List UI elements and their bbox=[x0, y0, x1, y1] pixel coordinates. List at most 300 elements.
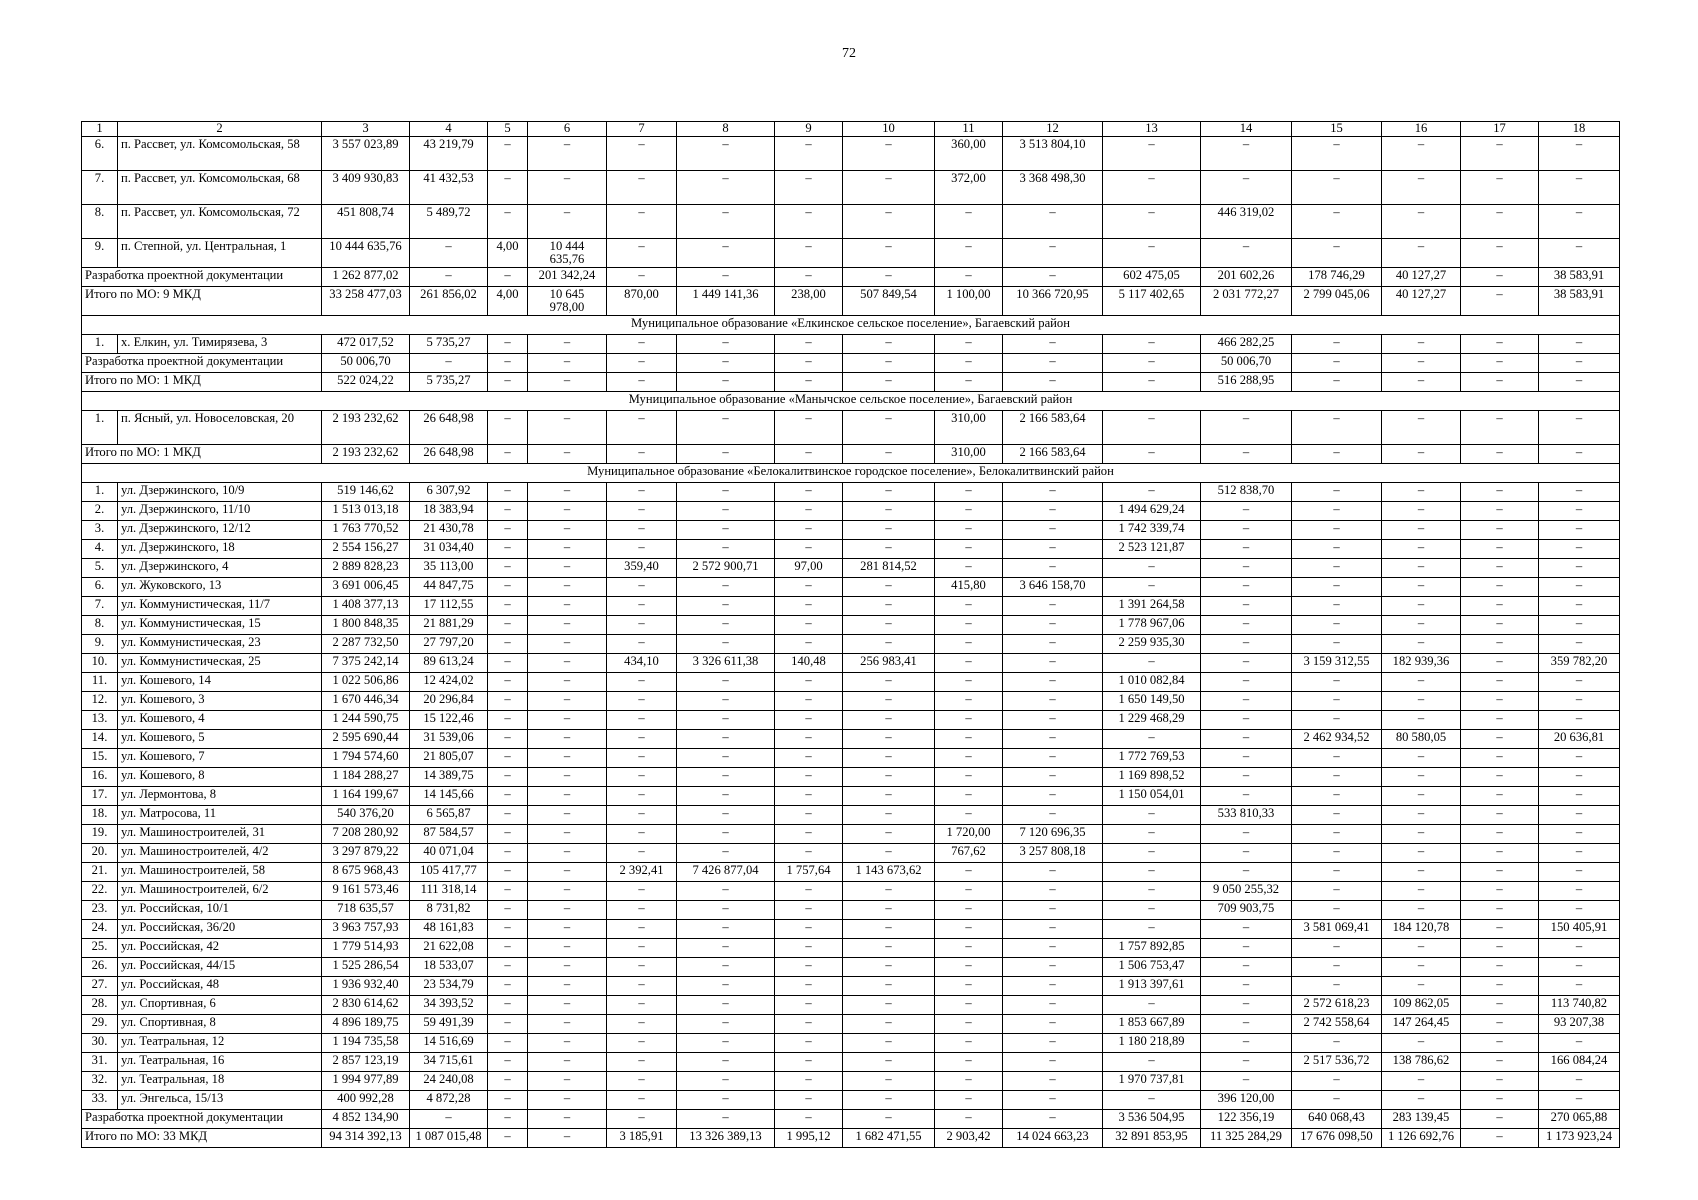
summary-row bbox=[82, 373, 1620, 392]
value-cell: 1 995,12 bbox=[775, 1129, 843, 1148]
value-cell: – bbox=[528, 920, 607, 939]
row-number: 7. bbox=[82, 171, 118, 205]
table-row bbox=[82, 863, 1620, 882]
value-cell: – bbox=[607, 521, 677, 540]
value-cell: – bbox=[1382, 616, 1461, 635]
value-cell: – bbox=[607, 1034, 677, 1053]
value-cell: – bbox=[607, 977, 677, 996]
value-cell: 516 288,95 bbox=[1201, 373, 1292, 392]
value-cell: – bbox=[528, 806, 607, 825]
value-cell: – bbox=[1292, 1091, 1382, 1110]
value-cell: – bbox=[1201, 673, 1292, 692]
value-cell: – bbox=[935, 1110, 1003, 1129]
value-cell: – bbox=[677, 787, 775, 806]
value-cell: – bbox=[528, 825, 607, 844]
value-cell: – bbox=[1003, 354, 1103, 373]
value-cell: – bbox=[1292, 863, 1382, 882]
value-cell: – bbox=[1003, 1091, 1103, 1110]
value-cell: – bbox=[528, 730, 607, 749]
row-number: 27. bbox=[82, 977, 118, 996]
value-cell: – bbox=[775, 483, 843, 502]
section-title: Муниципальное образование «Манычское сельское поселение», Багаевский район bbox=[82, 392, 1620, 411]
row-address: ул. Коммунистическая, 25 bbox=[118, 654, 322, 673]
row-address: ул. Театральная, 18 bbox=[118, 1072, 322, 1091]
value-cell: – bbox=[1103, 578, 1201, 597]
value-cell: – bbox=[607, 635, 677, 654]
row-address: ул. Машиностроителей, 31 bbox=[118, 825, 322, 844]
value-cell: 1 184 288,27 bbox=[322, 768, 410, 787]
value-cell: 111 318,14 bbox=[410, 882, 488, 901]
row-address: ул. Матросова, 11 bbox=[118, 806, 322, 825]
value-cell: – bbox=[1461, 559, 1539, 578]
row-number: 11. bbox=[82, 673, 118, 692]
value-cell: – bbox=[1461, 521, 1539, 540]
value-cell: 122 356,19 bbox=[1201, 1110, 1292, 1129]
row-address: ул. Лермонтова, 8 bbox=[118, 787, 322, 806]
value-cell: – bbox=[528, 958, 607, 977]
value-cell: 3 257 808,18 bbox=[1003, 844, 1103, 863]
value-cell: – bbox=[1292, 205, 1382, 239]
value-cell: 7 375 242,14 bbox=[322, 654, 410, 673]
value-cell: – bbox=[935, 939, 1003, 958]
value-cell: 23 534,79 bbox=[410, 977, 488, 996]
value-cell: 372,00 bbox=[935, 171, 1003, 205]
value-cell: – bbox=[1292, 749, 1382, 768]
value-cell: – bbox=[1539, 844, 1620, 863]
value-cell: – bbox=[488, 977, 528, 996]
value-cell: – bbox=[1461, 268, 1539, 287]
value-cell: – bbox=[1003, 882, 1103, 901]
value-cell: 3 159 312,55 bbox=[1292, 654, 1382, 673]
value-cell: – bbox=[1539, 673, 1620, 692]
value-cell: – bbox=[1461, 673, 1539, 692]
value-cell: 1 150 054,01 bbox=[1103, 787, 1201, 806]
value-cell: – bbox=[843, 844, 935, 863]
value-cell: – bbox=[488, 939, 528, 958]
value-cell: – bbox=[677, 939, 775, 958]
column-header: 6 bbox=[528, 122, 607, 137]
value-cell: – bbox=[488, 354, 528, 373]
row-number: 9. bbox=[82, 635, 118, 654]
table-row bbox=[82, 730, 1620, 749]
value-cell: – bbox=[1103, 863, 1201, 882]
value-cell: 1 994 977,89 bbox=[322, 1072, 410, 1091]
value-cell: – bbox=[1003, 502, 1103, 521]
value-cell: – bbox=[1382, 521, 1461, 540]
value-cell: – bbox=[775, 502, 843, 521]
value-cell: – bbox=[843, 901, 935, 920]
value-cell: – bbox=[1461, 1072, 1539, 1091]
value-cell: – bbox=[1461, 1110, 1539, 1129]
value-cell: – bbox=[607, 411, 677, 445]
value-cell: – bbox=[1103, 806, 1201, 825]
value-cell: – bbox=[1461, 239, 1539, 268]
value-cell: – bbox=[1539, 958, 1620, 977]
value-cell: 184 120,78 bbox=[1382, 920, 1461, 939]
summary-row bbox=[82, 354, 1620, 373]
value-cell: – bbox=[528, 1072, 607, 1091]
row-number: 1. bbox=[82, 335, 118, 354]
value-cell: – bbox=[935, 996, 1003, 1015]
value-cell: – bbox=[1461, 1091, 1539, 1110]
table-row bbox=[82, 483, 1620, 502]
value-cell: – bbox=[528, 335, 607, 354]
value-cell: – bbox=[775, 958, 843, 977]
value-cell: – bbox=[1539, 483, 1620, 502]
column-header: 17 bbox=[1461, 122, 1539, 137]
value-cell: 2 903,42 bbox=[935, 1129, 1003, 1148]
row-number: 19. bbox=[82, 825, 118, 844]
value-cell: – bbox=[1003, 920, 1103, 939]
value-cell: 1 513 013,18 bbox=[322, 502, 410, 521]
value-cell: – bbox=[1292, 844, 1382, 863]
column-header: 1 bbox=[82, 122, 118, 137]
value-cell: – bbox=[1201, 171, 1292, 205]
value-cell: – bbox=[1201, 559, 1292, 578]
value-cell: – bbox=[488, 654, 528, 673]
value-cell: 359 782,20 bbox=[1539, 654, 1620, 673]
value-cell: – bbox=[935, 354, 1003, 373]
value-cell: – bbox=[528, 597, 607, 616]
column-header: 11 bbox=[935, 122, 1003, 137]
value-cell: – bbox=[1382, 559, 1461, 578]
value-cell: – bbox=[1292, 768, 1382, 787]
value-cell: – bbox=[1003, 996, 1103, 1015]
value-cell: 359,40 bbox=[607, 559, 677, 578]
value-cell: 396 120,00 bbox=[1201, 1091, 1292, 1110]
value-cell: – bbox=[775, 787, 843, 806]
value-cell: – bbox=[1103, 730, 1201, 749]
value-cell: – bbox=[607, 730, 677, 749]
value-cell: 14 145,66 bbox=[410, 787, 488, 806]
value-cell: 1 757 892,85 bbox=[1103, 939, 1201, 958]
value-cell: 89 613,24 bbox=[410, 654, 488, 673]
value-cell: – bbox=[1103, 1091, 1201, 1110]
value-cell: – bbox=[488, 1034, 528, 1053]
value-cell: – bbox=[488, 268, 528, 287]
program-table bbox=[81, 121, 1620, 1148]
value-cell: – bbox=[843, 920, 935, 939]
value-cell: – bbox=[677, 711, 775, 730]
value-cell: 31 034,40 bbox=[410, 540, 488, 559]
column-header: 12 bbox=[1003, 122, 1103, 137]
value-cell: – bbox=[1292, 597, 1382, 616]
value-cell: 1 970 737,81 bbox=[1103, 1072, 1201, 1091]
value-cell: – bbox=[775, 920, 843, 939]
value-cell: – bbox=[843, 1091, 935, 1110]
value-cell: – bbox=[843, 806, 935, 825]
value-cell: – bbox=[775, 977, 843, 996]
row-number: 6. bbox=[82, 578, 118, 597]
value-cell: 44 847,75 bbox=[410, 578, 488, 597]
value-cell: – bbox=[935, 521, 1003, 540]
value-cell: – bbox=[1003, 1015, 1103, 1034]
value-cell: 261 856,02 bbox=[410, 287, 488, 316]
value-cell: 1 391 264,58 bbox=[1103, 597, 1201, 616]
value-cell: – bbox=[1539, 559, 1620, 578]
value-cell: – bbox=[1461, 373, 1539, 392]
value-cell: – bbox=[488, 1110, 528, 1129]
value-cell: – bbox=[1461, 806, 1539, 825]
value-cell: – bbox=[1003, 749, 1103, 768]
value-cell: – bbox=[528, 578, 607, 597]
value-cell: – bbox=[1292, 521, 1382, 540]
value-cell: – bbox=[677, 692, 775, 711]
value-cell: – bbox=[528, 373, 607, 392]
value-cell: – bbox=[1461, 335, 1539, 354]
value-cell: – bbox=[935, 1072, 1003, 1091]
value-cell: – bbox=[410, 268, 488, 287]
value-cell: 1 778 967,06 bbox=[1103, 616, 1201, 635]
value-cell: – bbox=[1461, 996, 1539, 1015]
row-number: 1. bbox=[82, 411, 118, 445]
value-cell: 18 383,94 bbox=[410, 502, 488, 521]
row-number: 1. bbox=[82, 483, 118, 502]
value-cell: – bbox=[1201, 578, 1292, 597]
row-number: 14. bbox=[82, 730, 118, 749]
section-title-row bbox=[82, 464, 1620, 483]
value-cell: – bbox=[1382, 137, 1461, 171]
value-cell: – bbox=[843, 1110, 935, 1129]
value-cell: – bbox=[1382, 540, 1461, 559]
value-cell: – bbox=[1382, 768, 1461, 787]
value-cell: 50 006,70 bbox=[1201, 354, 1292, 373]
value-cell: – bbox=[488, 559, 528, 578]
value-cell: – bbox=[488, 1072, 528, 1091]
value-cell: – bbox=[488, 1129, 528, 1148]
value-cell: – bbox=[1539, 901, 1620, 920]
value-cell: – bbox=[1003, 1053, 1103, 1072]
value-cell: – bbox=[528, 1110, 607, 1129]
value-cell: 767,62 bbox=[935, 844, 1003, 863]
value-cell: 10 366 720,95 bbox=[1003, 287, 1103, 316]
value-cell: – bbox=[1103, 996, 1201, 1015]
value-cell: – bbox=[607, 996, 677, 1015]
value-cell: 33 258 477,03 bbox=[322, 287, 410, 316]
value-cell: – bbox=[1201, 1072, 1292, 1091]
value-cell: 870,00 bbox=[607, 287, 677, 316]
value-cell: – bbox=[1003, 597, 1103, 616]
value-cell: – bbox=[935, 692, 1003, 711]
value-cell: 7 426 877,04 bbox=[677, 863, 775, 882]
row-number: 10. bbox=[82, 654, 118, 673]
value-cell: 1 506 753,47 bbox=[1103, 958, 1201, 977]
value-cell: – bbox=[1461, 825, 1539, 844]
row-number: 32. bbox=[82, 1072, 118, 1091]
row-address: ул. Кошевого, 8 bbox=[118, 768, 322, 787]
value-cell: 2 523 121,87 bbox=[1103, 540, 1201, 559]
value-cell: – bbox=[1003, 977, 1103, 996]
value-cell: 27 797,20 bbox=[410, 635, 488, 654]
row-number: 16. bbox=[82, 768, 118, 787]
row-address: ул. Коммунистическая, 23 bbox=[118, 635, 322, 654]
value-cell: 1 173 923,24 bbox=[1539, 1129, 1620, 1148]
row-number: 20. bbox=[82, 844, 118, 863]
value-cell: 1 100,00 bbox=[935, 287, 1003, 316]
value-cell: – bbox=[1003, 559, 1103, 578]
value-cell: – bbox=[775, 730, 843, 749]
value-cell: 1 670 446,34 bbox=[322, 692, 410, 711]
value-cell: 178 746,29 bbox=[1292, 268, 1382, 287]
value-cell: – bbox=[935, 635, 1003, 654]
value-cell: – bbox=[488, 335, 528, 354]
value-cell: 201 602,26 bbox=[1201, 268, 1292, 287]
value-cell: – bbox=[1103, 205, 1201, 239]
value-cell: – bbox=[607, 1053, 677, 1072]
value-cell: 238,00 bbox=[775, 287, 843, 316]
value-cell: – bbox=[935, 559, 1003, 578]
value-cell: – bbox=[1382, 1034, 1461, 1053]
table-row bbox=[82, 787, 1620, 806]
column-header: 10 bbox=[843, 122, 935, 137]
table-row bbox=[82, 239, 1620, 268]
value-cell: – bbox=[1292, 354, 1382, 373]
value-cell: – bbox=[1461, 287, 1539, 316]
value-cell: – bbox=[488, 502, 528, 521]
value-cell: – bbox=[677, 768, 775, 787]
value-cell: – bbox=[677, 354, 775, 373]
value-cell: 2 857 123,19 bbox=[322, 1053, 410, 1072]
value-cell: – bbox=[1201, 445, 1292, 464]
table-row bbox=[82, 578, 1620, 597]
value-cell: – bbox=[607, 239, 677, 268]
row-number: 33. bbox=[82, 1091, 118, 1110]
value-cell: 3 409 930,83 bbox=[322, 171, 410, 205]
row-number: 8. bbox=[82, 616, 118, 635]
value-cell: – bbox=[1201, 939, 1292, 958]
value-cell: 434,10 bbox=[607, 654, 677, 673]
table-row bbox=[82, 882, 1620, 901]
value-cell: – bbox=[1461, 483, 1539, 502]
summary-row bbox=[82, 1110, 1620, 1129]
value-cell: – bbox=[1539, 616, 1620, 635]
value-cell: – bbox=[775, 673, 843, 692]
table-row bbox=[82, 335, 1620, 354]
value-cell: – bbox=[677, 171, 775, 205]
value-cell: – bbox=[1201, 863, 1292, 882]
value-cell: – bbox=[935, 483, 1003, 502]
page-number: 72 bbox=[842, 46, 856, 61]
value-cell: – bbox=[1539, 825, 1620, 844]
value-cell: 26 648,98 bbox=[410, 445, 488, 464]
value-cell: – bbox=[607, 1072, 677, 1091]
value-cell: – bbox=[935, 616, 1003, 635]
value-cell: 48 161,83 bbox=[410, 920, 488, 939]
value-cell: – bbox=[843, 137, 935, 171]
row-number: 30. bbox=[82, 1034, 118, 1053]
value-cell: 3 368 498,30 bbox=[1003, 171, 1103, 205]
value-cell: – bbox=[528, 939, 607, 958]
value-cell: 2 889 828,23 bbox=[322, 559, 410, 578]
value-cell: 1 853 667,89 bbox=[1103, 1015, 1201, 1034]
value-cell: – bbox=[843, 171, 935, 205]
value-cell: – bbox=[1539, 411, 1620, 445]
value-cell: – bbox=[1382, 445, 1461, 464]
table-row bbox=[82, 692, 1620, 711]
value-cell: – bbox=[935, 1091, 1003, 1110]
value-cell: – bbox=[607, 711, 677, 730]
value-cell: – bbox=[1461, 578, 1539, 597]
value-cell: – bbox=[607, 806, 677, 825]
row-address: ул. Машиностроителей, 4/2 bbox=[118, 844, 322, 863]
table-row bbox=[82, 502, 1620, 521]
value-cell: – bbox=[528, 996, 607, 1015]
value-cell: – bbox=[488, 597, 528, 616]
value-cell: – bbox=[775, 1110, 843, 1129]
value-cell: 2 554 156,27 bbox=[322, 540, 410, 559]
value-cell: – bbox=[1539, 354, 1620, 373]
value-cell: – bbox=[843, 692, 935, 711]
value-cell: – bbox=[1382, 958, 1461, 977]
value-cell: – bbox=[775, 445, 843, 464]
value-cell: – bbox=[1539, 597, 1620, 616]
value-cell: – bbox=[677, 1015, 775, 1034]
value-cell: – bbox=[677, 373, 775, 392]
value-cell: – bbox=[677, 806, 775, 825]
value-cell: – bbox=[677, 445, 775, 464]
value-cell: – bbox=[1103, 920, 1201, 939]
value-cell: – bbox=[1201, 996, 1292, 1015]
value-cell: – bbox=[488, 635, 528, 654]
value-cell: – bbox=[1292, 1072, 1382, 1091]
value-cell: – bbox=[1201, 825, 1292, 844]
row-address: ул. Машиностроителей, 58 bbox=[118, 863, 322, 882]
value-cell: – bbox=[1292, 806, 1382, 825]
value-cell: – bbox=[1382, 635, 1461, 654]
value-cell: – bbox=[1103, 825, 1201, 844]
value-cell: – bbox=[775, 411, 843, 445]
value-cell: 5 117 402,65 bbox=[1103, 287, 1201, 316]
table-row bbox=[82, 1034, 1620, 1053]
value-cell: – bbox=[528, 844, 607, 863]
value-cell: – bbox=[528, 205, 607, 239]
value-cell: – bbox=[1382, 863, 1461, 882]
value-cell: – bbox=[1382, 825, 1461, 844]
value-cell: 6 307,92 bbox=[410, 483, 488, 502]
value-cell: 2 193 232,62 bbox=[322, 411, 410, 445]
value-cell: 3 646 158,70 bbox=[1003, 578, 1103, 597]
value-cell: – bbox=[607, 920, 677, 939]
value-cell: 602 475,05 bbox=[1103, 268, 1201, 287]
value-cell: 1 126 692,76 bbox=[1382, 1129, 1461, 1148]
row-address: ул. Кошевого, 4 bbox=[118, 711, 322, 730]
value-cell: – bbox=[607, 483, 677, 502]
value-cell: 3 513 804,10 bbox=[1003, 137, 1103, 171]
value-cell: – bbox=[1539, 373, 1620, 392]
value-cell: – bbox=[488, 673, 528, 692]
table-row bbox=[82, 806, 1620, 825]
value-cell: 80 580,05 bbox=[1382, 730, 1461, 749]
value-cell: – bbox=[775, 171, 843, 205]
value-cell: 2 462 934,52 bbox=[1292, 730, 1382, 749]
value-cell: 3 536 504,95 bbox=[1103, 1110, 1201, 1129]
column-header: 3 bbox=[322, 122, 410, 137]
value-cell: – bbox=[1461, 882, 1539, 901]
value-cell: – bbox=[488, 901, 528, 920]
value-cell: – bbox=[1292, 616, 1382, 635]
value-cell: – bbox=[607, 578, 677, 597]
value-cell: 1 779 514,93 bbox=[322, 939, 410, 958]
value-cell: 512 838,70 bbox=[1201, 483, 1292, 502]
value-cell: – bbox=[775, 882, 843, 901]
value-cell: 18 533,07 bbox=[410, 958, 488, 977]
table-row bbox=[82, 920, 1620, 939]
value-cell: – bbox=[1382, 597, 1461, 616]
value-cell: – bbox=[935, 730, 1003, 749]
value-cell: – bbox=[528, 1034, 607, 1053]
value-cell: – bbox=[1539, 578, 1620, 597]
value-cell: – bbox=[1292, 958, 1382, 977]
